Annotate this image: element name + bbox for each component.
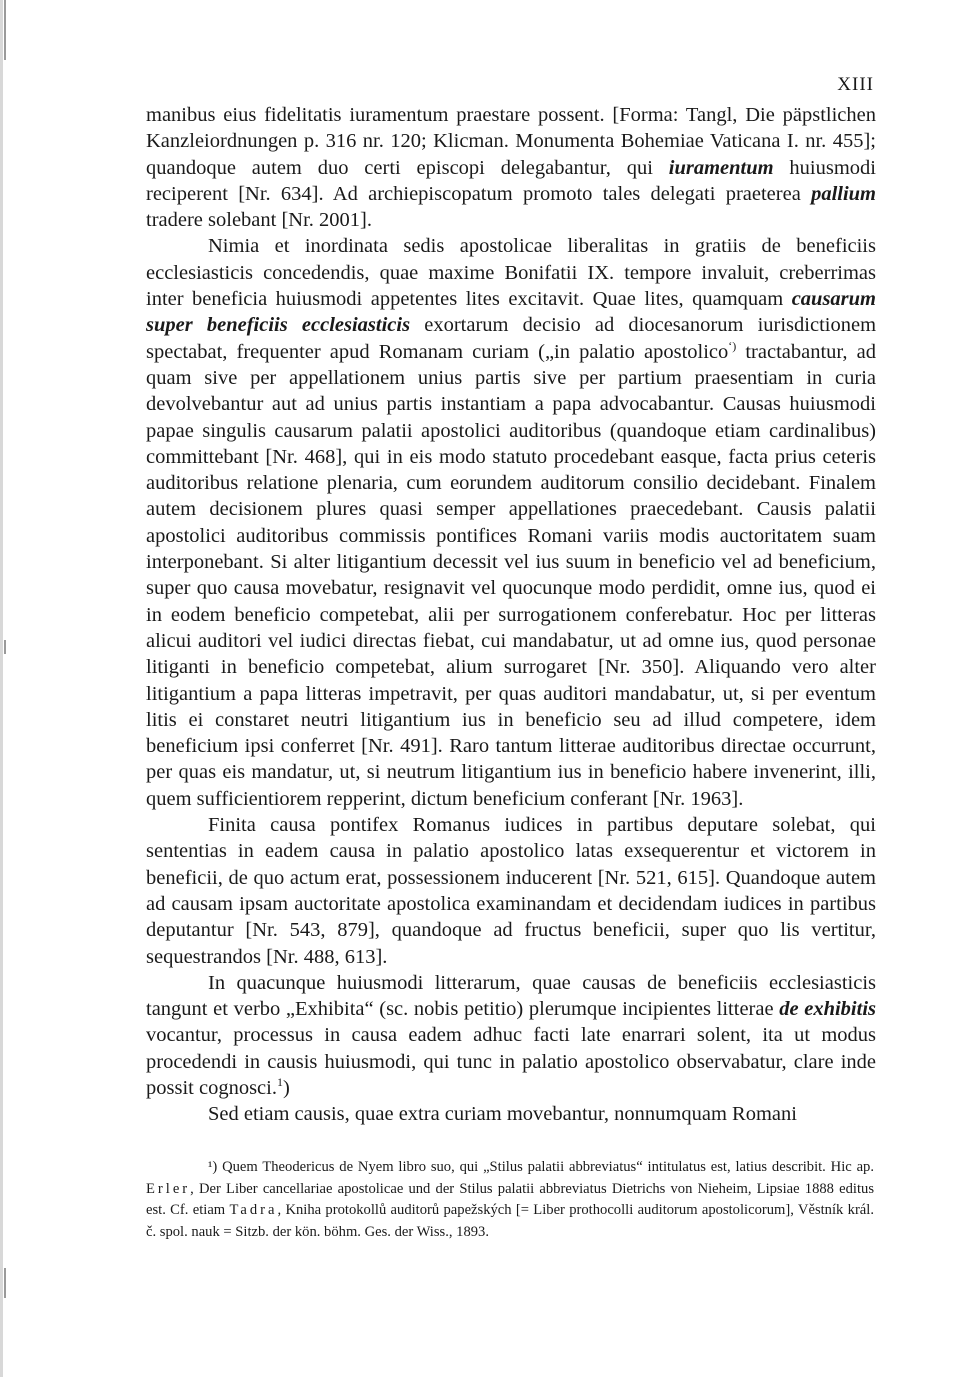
emphasis-text: causarum super beneficiis ecclesiasticis bbox=[146, 288, 876, 337]
author-name: Tadra bbox=[229, 1202, 278, 1219]
paragraph-2 bbox=[146, 233, 876, 812]
text-span: manibus eius fidelitatis iuramentum praestare possent. [Forma: Tangl, Die päpstlichen Kanzleiordnungen p. 316 nr. 120; Klicman. Monumenta Bohemiae Vaticana I. nr. 455]; quandoque autem duo certi episcopi delegabantur, qui bbox=[146, 104, 876, 179]
paragraph-3: Finita causa pontifex Romanus iudices in partibus deputare solebat, qui sententias in eadem causa in palatio apostolico latas exsequerentur et victorem in beneficii, de quo actum erat, possessionem inducerent [Nr. 521, 615]. Quandoque autem ad causam ipsam auctoritate apostolica examinandam et decidendam iudices in partibus deputantur [Nr. 543, 879], quandoque ad fructus beneficii, super quo lis vertitur, sequestrandos [Nr. 488, 613]. bbox=[146, 814, 876, 968]
text-span: , Kniha protokollů auditorů papežských [= Liber prothocolli auditorum apostolicorum], Věstník král. č. spol. nauk = Sitzb. der kön. böhm. Ges. der Wiss., 1893. bbox=[146, 1202, 874, 1240]
footnote-reference: ‘) bbox=[728, 338, 737, 353]
text-span: tradere solebant [Nr. 2001]. bbox=[146, 209, 372, 232]
main-text bbox=[146, 102, 876, 1128]
footnote-mark: ¹) bbox=[208, 1159, 218, 1175]
text-span: tractabantur, ad quam sive per appellationem unius partis sive per partium praesentiam in curia devolvebantur aut ad unius partis instantiam a papa advocabantur. Causas huiusmodi papae singulis causarum palatii apostolici auditoribus (quandoque etiam cardinalibus) committebant [Nr. 468], qui in eis modo statuto procedebant easque, facta prius ceteris auditoribus relatione plenaria, cum eorundem auditorum consilio decidebant. Finalem autem decisionem plures quasi semper appellationes praecedebant. Causis palatii apostolici auditoribus commissis pontifices Romani variis modis auctoritatem suam interponebant. Si alter litigantium decessit vel ius suum in beneficio vel ad beneficium, super quo causa movebatur, resignavit vel quocunque modo perdidit, omne ius, quod ei in eodem beneficio competebat, alii per surrogationem conferebatur. Hoc per litteras alicui auditori vel iudici directas fiebat, cui mandabatur, ut ad omne ius, quod personae litiganti in beneficio competebat, alium surrogaret [Nr. 350]. Aliquando vero alter litigantium a papa litteras impetravit, per quas auditori mandabatur, ut, si per eventum litis ei constaret neutri litigantium ius in beneficio seu ad illud competere, idem beneficium ipsi conferret [Nr. 491]. Raro tantum litterae auditoribus directae occurrunt, per quas eis mandatur, ut, si neutrum litigantium ius in beneficio habere invenerint, illi, quem sufficientiorem repperint, dictum beneficium conferant [Nr. 1963]. bbox=[146, 340, 876, 810]
emphasis-text: de exhibitis bbox=[779, 998, 877, 1021]
page-number: XIII bbox=[837, 74, 874, 95]
scan-edge-mark bbox=[4, 1268, 6, 1298]
text-span: In quacunque huiusmodi litterarum, quae causas de beneficiis ecclesiasticis tangunt et verbo „Exhibita“ (sc. nobis petitio) plerumque incipientes litterae bbox=[146, 971, 876, 1021]
text-span: Nimia et inordinata sedis apostolicae liberalitas in gratiis de beneficiis ecclesiasticis concedendis, quae maxime Bonifatii IX. tempore invaluit, creberrimas inter beneficia huiusmodi appetentes lites excitavit. Quae lites, quamquam bbox=[146, 235, 876, 311]
text-span: , Der Liber cancellariae apostolicae und der Stilus palatii abbreviatus Dietrichs von Nieheim, Lipsiae 1888 editus est. Cf. etiam bbox=[146, 1180, 874, 1219]
text-span: vocantur, processus in causa eadem adhuc facti late enarrari solent, ita ut modus procedendi in causis huiusmodi, qui tunc in palatio apostolico observabatur, clare inde possit cognosci. bbox=[146, 1024, 876, 1099]
text-span: ) bbox=[282, 1076, 290, 1099]
footnotes bbox=[146, 1157, 874, 1243]
text-span: huiusmodi reciperent [Nr. 634]. Ad archiepiscopatum promoto tales delegati praeterea bbox=[146, 156, 876, 205]
author-name: Erler bbox=[146, 1180, 191, 1197]
paragraph-5: Sed etiam causis, quae extra curiam movebantur, nonnumquam Romani bbox=[208, 1103, 797, 1126]
scan-edge-shadow bbox=[0, 0, 3, 1377]
text-span: exortarum decisio ad diocesanorum iurisdictionem spectabat, frequenter apud Romanam curiam („in palatio apostolico bbox=[146, 314, 877, 363]
footnote-reference: 1 bbox=[276, 1075, 283, 1090]
paragraph-1 bbox=[146, 102, 876, 233]
scan-edge-mark bbox=[4, 0, 6, 60]
emphasis-text: pallium bbox=[811, 182, 876, 205]
paragraph-4 bbox=[146, 970, 876, 1101]
text-span: Quem Theodericus de Nyem libro suo, qui „Stilus palatii abbreviatus“ intitulatus est, latius describit. Hic ap. bbox=[217, 1159, 874, 1175]
scan-edge-mark bbox=[4, 640, 6, 654]
emphasis-text: iuramentum bbox=[668, 156, 774, 179]
footnote-1 bbox=[146, 1157, 874, 1243]
